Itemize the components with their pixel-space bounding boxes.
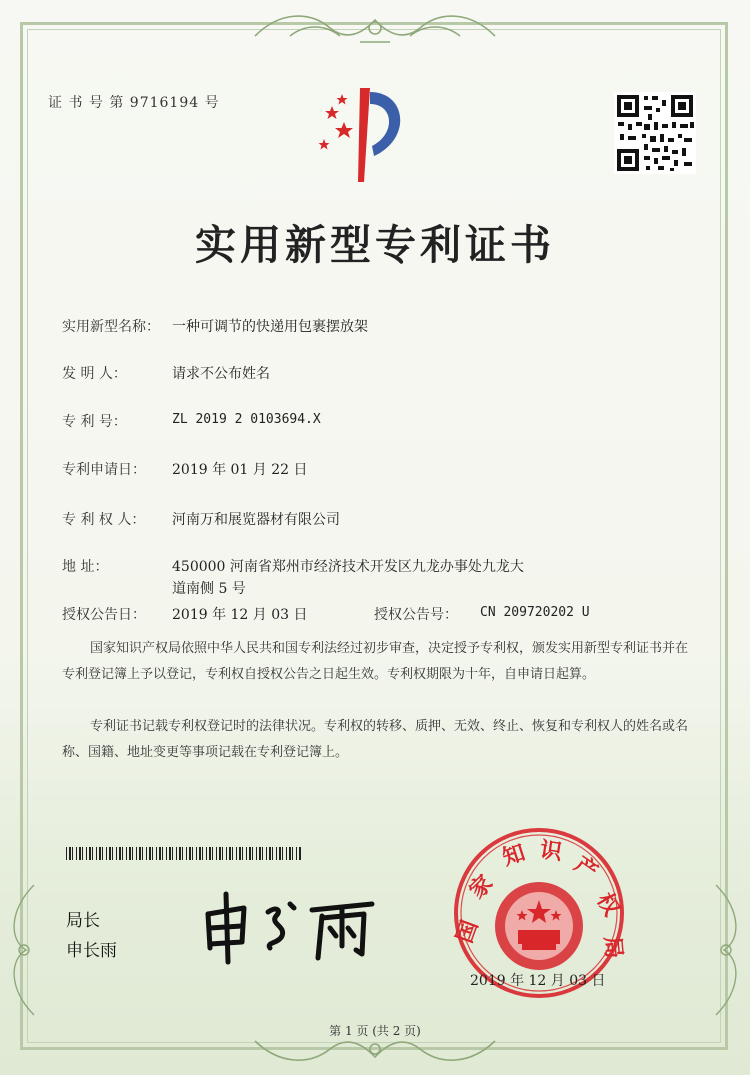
patent-number-label: 专 利 号： [62, 414, 127, 430]
svg-text:识: 识 [538, 837, 564, 866]
inventor-label: 发 明 人： [62, 366, 127, 382]
patentee-value: 河南万和展览器材有限公司 [172, 512, 340, 528]
bottom-ornament [250, 1035, 500, 1071]
director-title: 局长 [66, 911, 100, 931]
application-date-label: 专利申请日： [62, 462, 146, 478]
svg-text:知: 知 [499, 840, 529, 872]
svg-text:国: 国 [452, 917, 484, 947]
grant-number-label: 授权公告号： [374, 607, 458, 623]
patentee-label: 专 利 权 人： [62, 512, 146, 528]
right-ornament [706, 880, 746, 1020]
address-value-line1: 450000 河南省郑州市经济技术开发区九龙办事处九龙大 [172, 559, 524, 575]
top-ornament [250, 6, 500, 46]
statement-paragraph-2: 专利证书记载专利权登记时的法律状况。专利权的转移、质押、无效、终止、恢复和专利权人的姓名或名称、国籍、地址变更等事项记载在专利登记簿上。 [62, 719, 689, 760]
qr-code-icon [614, 92, 696, 174]
page-number: 第 1 页 (共 2 页) [329, 1024, 421, 1038]
left-ornament [4, 880, 44, 1020]
barcode-icon [66, 847, 302, 860]
statement-paragraph-1: 国家知识产权局依照中华人民共和国专利法经过初步审查，决定授予专利权，颁发实用新型专利证书并在专利登记簿上予以登记，专利权自授权公告之日起生效。专利权期限为十年，自申请日起算。 [62, 641, 689, 682]
grant-number-value: CN 209720202 U [480, 605, 590, 620]
patent-office-logo-icon [312, 84, 422, 184]
address-label: 地 址： [62, 559, 109, 575]
grant-date-label: 授权公告日： [62, 607, 146, 623]
certificate-number: 证 书 号 第 9716194 号 [48, 95, 220, 111]
application-date-value: 2019 年 01 月 22 日 [172, 462, 308, 478]
svg-text:局: 局 [599, 935, 626, 960]
director-name: 申长雨 [66, 941, 117, 961]
seal-date: 2019 年 12 月 03 日 [470, 973, 606, 989]
inventor-value: 请求不公布姓名 [172, 366, 270, 382]
svg-text:权: 权 [591, 888, 624, 921]
certificate-title: 实用新型专利证书 [195, 221, 555, 269]
grant-date-value: 2019 年 12 月 03 日 [172, 607, 308, 623]
address-value-line2: 道南侧 5 号 [172, 581, 246, 597]
utility-name-value: 一种可调节的快递用包裹摆放架 [172, 319, 368, 335]
handwritten-signature [196, 886, 386, 966]
utility-name-label: 实用新型名称： [62, 319, 160, 335]
svg-text:产: 产 [569, 852, 602, 886]
patent-number-value: ZL 2019 2 0103694.X [172, 412, 321, 427]
svg-text:家: 家 [464, 870, 499, 905]
